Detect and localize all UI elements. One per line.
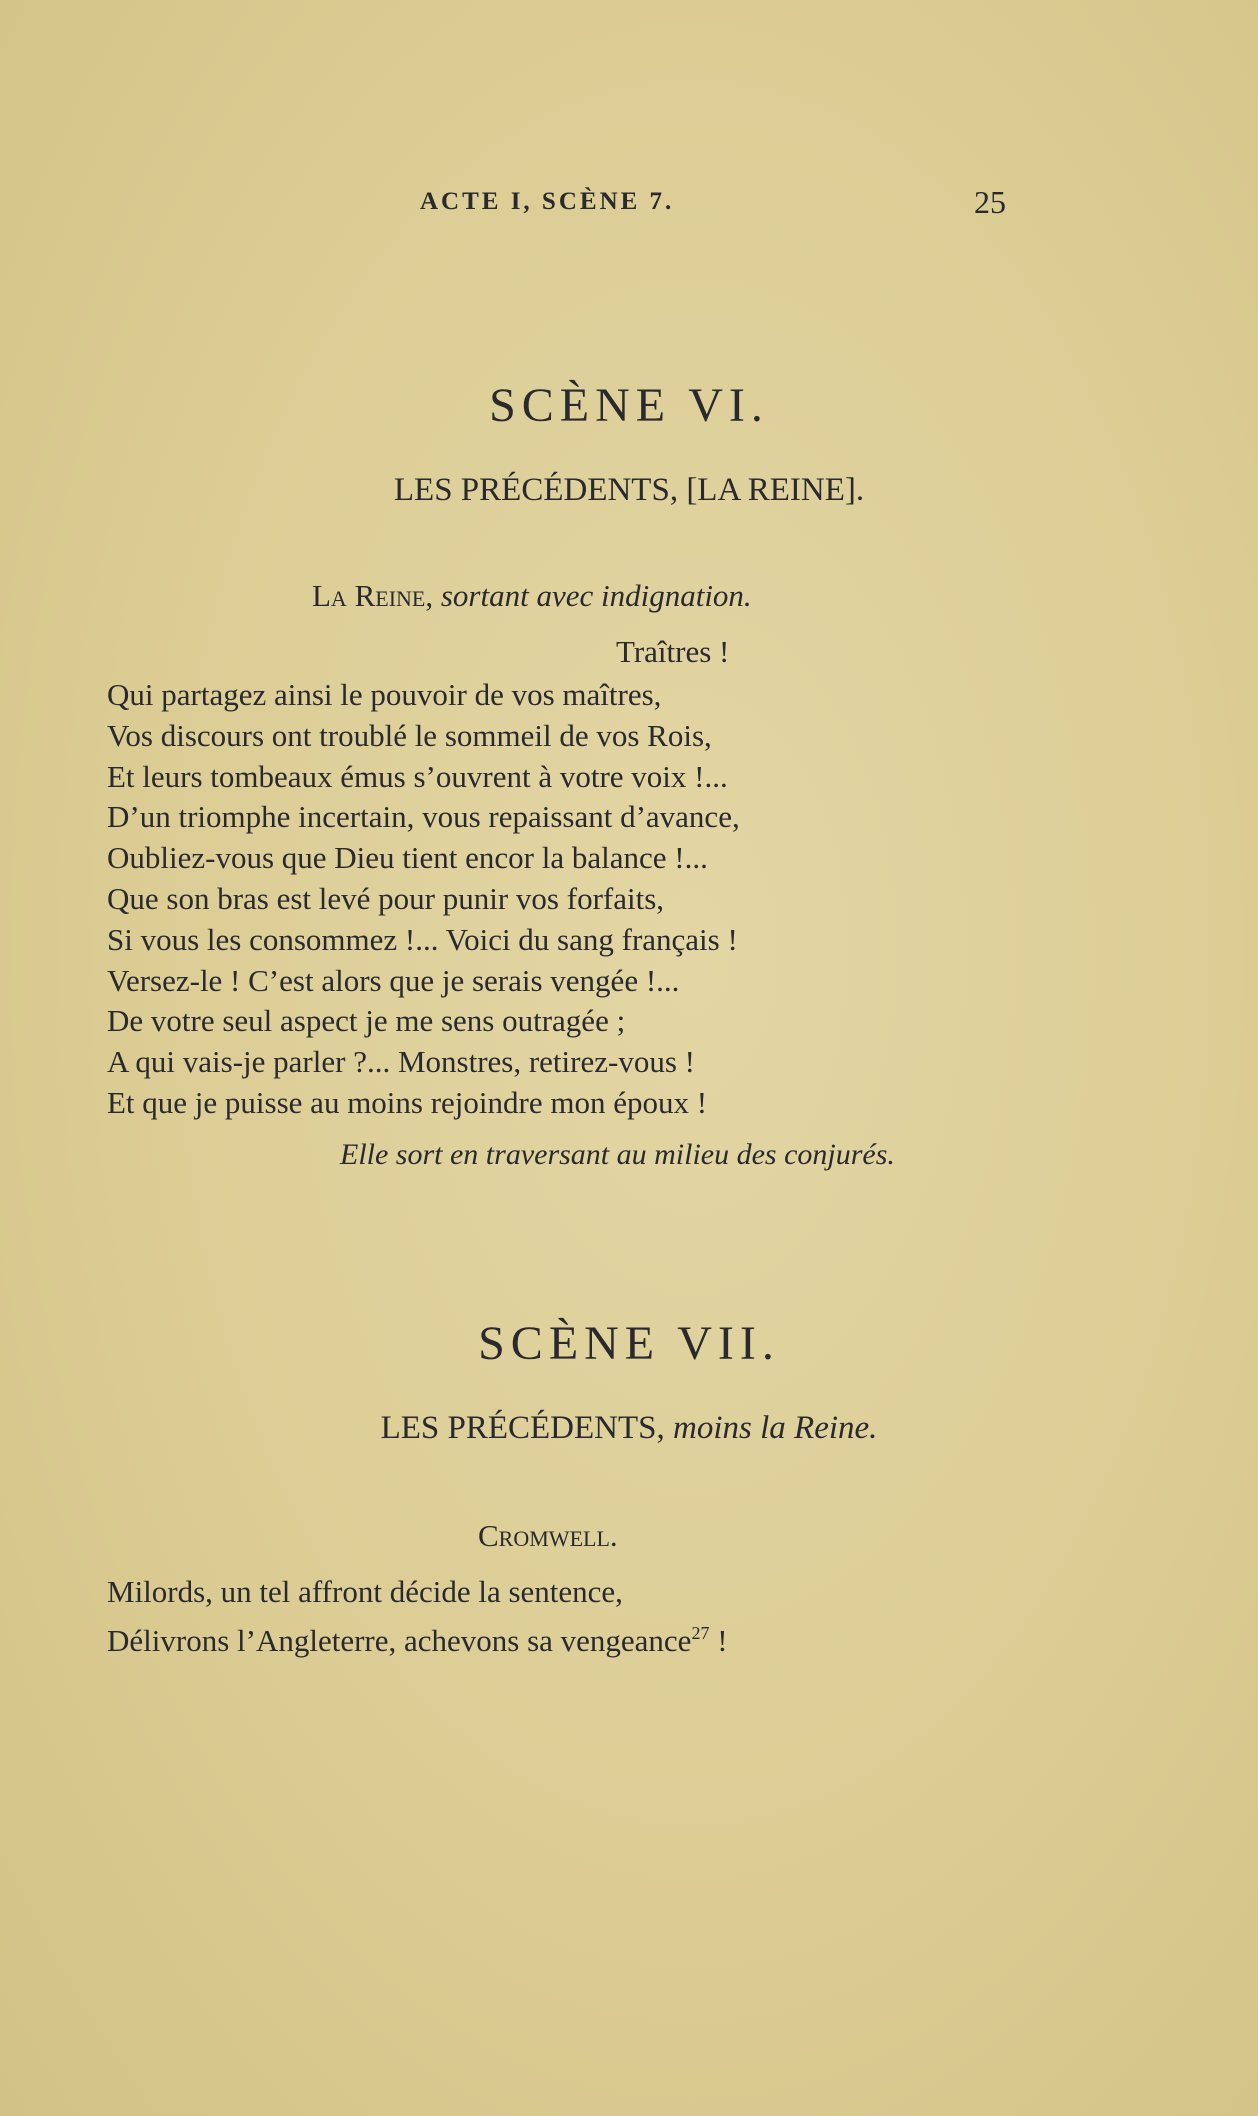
verse-line: Milords, un tel affront décide la sentence, — [107, 1574, 623, 1609]
scene-7-heading: SCÈNE VII. — [478, 1317, 780, 1370]
page-number: 25 — [974, 184, 1006, 220]
scene-7-cast — [0, 1410, 1258, 1447]
scene-6-speaker-line: La Reine, sortant avec indignation. — [312, 578, 752, 613]
verse-line: Que son bras est levé pour punir vos forfaits, — [107, 880, 665, 916]
opening-word: Traîtres ! — [616, 634, 730, 669]
verse-line: Versez-le ! C’est alors que je serais vengée !... — [107, 962, 680, 998]
verse-line: A qui vais-je parler ?... Monstres, retirez-vous ! — [107, 1044, 695, 1080]
verse-line: Vos discours ont troublé le sommeil de vos Rois, — [107, 717, 712, 753]
running-head: ACTE I, SCÈNE 7. — [420, 188, 675, 215]
scene-6-cast: LES PRÉCÉDENTS, [LA REINE]. — [393, 472, 865, 508]
verse-end: ! — [709, 1622, 728, 1658]
cast-main: LES PRÉCÉDENTS, — [380, 1410, 665, 1446]
cast-italic: moins la Reine. — [673, 1410, 878, 1446]
verse-line: De votre seul aspect je me sens outragée ; — [107, 1003, 626, 1039]
verse-text: Délivrons l’Angleterre, achevons sa vengeance — [107, 1622, 692, 1658]
scene-6-verse — [107, 675, 740, 1124]
verse-line: Et que je puisse au moins rejoindre mon époux ! — [107, 1084, 708, 1120]
stage-direction: sortant avec indignation. — [440, 578, 752, 613]
verse-line: Et leurs tombeaux émus s’ouvrent à votre voix !... — [107, 758, 728, 794]
speaker-name: La Reine — [312, 578, 426, 613]
verse-line — [107, 1613, 728, 1658]
scene-7-speaker: Cromwell. — [478, 1518, 618, 1553]
scene-6-heading: SCÈNE VI. — [489, 379, 769, 432]
verse-line: Oubliez-vous que Dieu tient encor la balance !... — [107, 840, 708, 876]
footnote-marker: 27 — [691, 1622, 710, 1643]
verse-line: D’un triomphe incertain, vous repaissant d’avance, — [107, 799, 740, 835]
exit-stage-direction: Elle sort en traversant au milieu des conjurés. — [340, 1138, 895, 1171]
verse-line: Qui partagez ainsi le pouvoir de vos maîtres, — [107, 677, 662, 712]
scene-7-verse — [107, 1572, 728, 1658]
verse-line: Si vous les consommez !... Voici du sang français ! — [107, 921, 738, 957]
